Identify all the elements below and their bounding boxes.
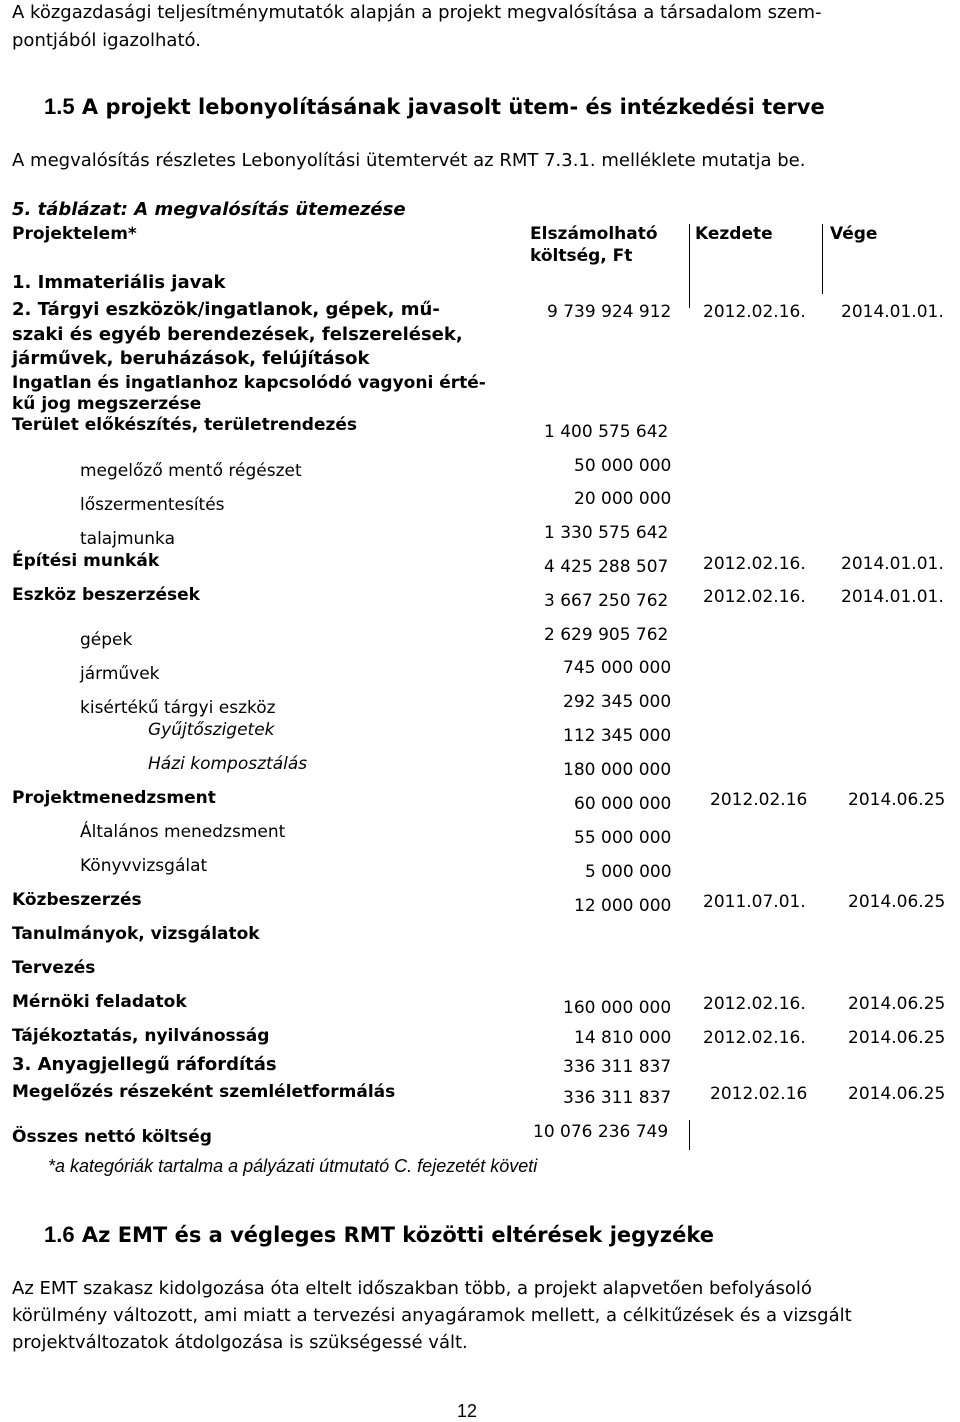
table-row-label: kű jog megszerzése bbox=[12, 394, 202, 414]
table-row-label: Építési munkák bbox=[12, 551, 160, 571]
table-row-start: 2011.07.01. bbox=[703, 892, 806, 912]
table-row-label: Általános menedzsment bbox=[80, 822, 286, 842]
table-row-cost: 12 000 000 bbox=[574, 896, 672, 916]
closing-line-1: Az EMT szakasz kidolgozása óta eltelt időszakban több, a projekt alapvetően befolyásoló bbox=[12, 1278, 812, 1299]
table-row-cost: 2 629 905 762 bbox=[544, 625, 669, 645]
table-row-cost: 336 311 837 bbox=[563, 1088, 672, 1108]
table-row-cost: 1 400 575 642 bbox=[544, 422, 669, 442]
table-row-cost: 112 345 000 bbox=[563, 726, 672, 746]
table-row-label: Projektmenedzsment bbox=[12, 788, 216, 808]
table-row-cost: 292 345 000 bbox=[563, 692, 672, 712]
table-row-cost: 3 667 250 762 bbox=[544, 591, 669, 611]
section-title: A projekt lebonyolításának javasolt ütem- és intézkedési terve bbox=[81, 95, 825, 119]
header-cost-line-2: költség, Ft bbox=[530, 246, 633, 266]
table-row-cost: 10 076 236 749 bbox=[533, 1122, 669, 1142]
table-row-cost: 5 000 000 bbox=[585, 862, 672, 882]
closing-line-3: projektváltozatok átdolgozása is szükségessé vált. bbox=[12, 1332, 468, 1353]
table-row-start: 2012.02.16. bbox=[703, 1028, 806, 1048]
table-row-start: 2012.02.16. bbox=[703, 587, 806, 607]
table-row-end: 2014.01.01. bbox=[841, 587, 944, 607]
table-row-label: 3. Anyagjellegű ráfordítás bbox=[12, 1054, 277, 1075]
table-row-label: Könyvvizsgálat bbox=[80, 856, 208, 876]
table-row-label: lőszermentesítés bbox=[80, 495, 225, 515]
table-row-label: Tervezés bbox=[12, 958, 96, 978]
table-row-cost: 336 311 837 bbox=[563, 1057, 672, 1077]
section-heading-1-6 bbox=[44, 1222, 714, 1248]
table-row-label: kisértékű tárgyi eszköz bbox=[80, 698, 276, 718]
table-caption: 5. táblázat: A megvalósítás ütemezése bbox=[12, 199, 406, 220]
table-row-start: 2012.02.16. bbox=[703, 554, 806, 574]
table-row-label: Közbeszerzés bbox=[12, 890, 142, 910]
table-row-end: 2014.06.25 bbox=[848, 1084, 946, 1104]
table-row-label: Megelőzés részeként szemléletformálás bbox=[12, 1082, 396, 1102]
closing-line-2: körülmény változott, ami miatt a tervezési anyagáramok mellett, a célkitűzések és a vizsgált bbox=[12, 1305, 852, 1326]
table-row-label: Eszköz beszerzések bbox=[12, 585, 200, 605]
table-row-cost: 50 000 000 bbox=[574, 456, 672, 476]
table-row-label: Gyűjtőszigetek bbox=[148, 720, 275, 740]
table-row-cost: 55 000 000 bbox=[574, 828, 672, 848]
table-row-cost: 9 739 924 912 bbox=[547, 302, 672, 322]
table-footnote: *a kategóriák tartalma a pályázati útmutató C. fejezetét követi bbox=[48, 1156, 538, 1176]
table-row-start: 2012.02.16 bbox=[710, 1084, 808, 1104]
table-row-cost: 180 000 000 bbox=[563, 760, 672, 780]
header-start: Kezdete bbox=[695, 224, 773, 244]
table-row-start: 2012.02.16 bbox=[710, 790, 808, 810]
table-row-label: Terület előkészítés, területrendezés bbox=[12, 415, 358, 435]
table-row-end: 2014.01.01. bbox=[841, 302, 944, 322]
section-number: 1.6 bbox=[44, 1222, 75, 1247]
table-row-end: 2014.01.01. bbox=[841, 554, 944, 574]
table-row-label: 1. Immateriális javak bbox=[12, 272, 226, 293]
table-row-label: megelőző mentő régészet bbox=[80, 461, 302, 481]
table-row-label: 2. Tárgyi eszközök/ingatlanok, gépek, mű- bbox=[12, 299, 440, 320]
section-title: Az EMT és a végleges RMT közötti eltérések jegyzéke bbox=[81, 1223, 714, 1247]
table-row-cost: 745 000 000 bbox=[563, 658, 672, 678]
table-row-label: gépek bbox=[80, 630, 133, 650]
table-row-label: talajmunka bbox=[80, 529, 176, 549]
table-row-start: 2012.02.16. bbox=[703, 302, 806, 322]
table-row-label: Ingatlan és ingatlanhoz kapcsolódó vagyoni érté- bbox=[12, 373, 486, 393]
rmt-note: A megvalósítás részletes Lebonyolítási ütemtervét az RMT 7.3.1. melléklete mutatja be. bbox=[12, 150, 806, 171]
table-row-cost: 14 810 000 bbox=[574, 1028, 672, 1048]
table-row-label: Mérnöki feladatok bbox=[12, 992, 187, 1012]
table-row-label: Tanulmányok, vizsgálatok bbox=[12, 924, 260, 944]
table-rule-start bbox=[822, 224, 823, 294]
page-number: 12 bbox=[457, 1401, 478, 1421]
table-row-end: 2014.06.25 bbox=[848, 892, 946, 912]
table-row-end: 2014.06.25 bbox=[848, 994, 946, 1014]
header-cost-line-1: Elszámolható bbox=[530, 224, 658, 244]
table-row-label: Összes nettó költség bbox=[12, 1127, 212, 1147]
table-row-label: Tájékoztatás, nyilvánosság bbox=[12, 1026, 270, 1046]
table-row-start: 2012.02.16. bbox=[703, 994, 806, 1014]
table-row-label: szaki és egyéb berendezések, felszerelések, bbox=[12, 324, 463, 345]
table-row-cost: 1 330 575 642 bbox=[544, 523, 669, 543]
section-heading-1-5 bbox=[44, 94, 825, 120]
table-rule-total bbox=[689, 1120, 690, 1150]
intro-line-1: A közgazdasági teljesítménymutatók alapján a projekt megvalósítása a társadalom szem- bbox=[12, 2, 822, 23]
table-row-end: 2014.06.25 bbox=[848, 790, 946, 810]
table-row-label: Házi komposztálás bbox=[148, 754, 308, 774]
table-row-cost: 60 000 000 bbox=[574, 794, 672, 814]
table-row-cost: 4 425 288 507 bbox=[544, 557, 669, 577]
table-row-label: járművek, beruházások, felújítások bbox=[12, 348, 370, 369]
table-row-end: 2014.06.25 bbox=[848, 1028, 946, 1048]
table-rule-cost bbox=[689, 224, 690, 308]
table-row-label: járművek bbox=[80, 664, 160, 684]
table-row-cost: 160 000 000 bbox=[563, 998, 672, 1018]
header-item: Projektelem* bbox=[12, 224, 137, 244]
header-end: Vége bbox=[830, 224, 878, 244]
section-number: 1.5 bbox=[44, 94, 75, 119]
intro-line-2: pontjából igazolható. bbox=[12, 30, 201, 51]
table-row-cost: 20 000 000 bbox=[574, 489, 672, 509]
